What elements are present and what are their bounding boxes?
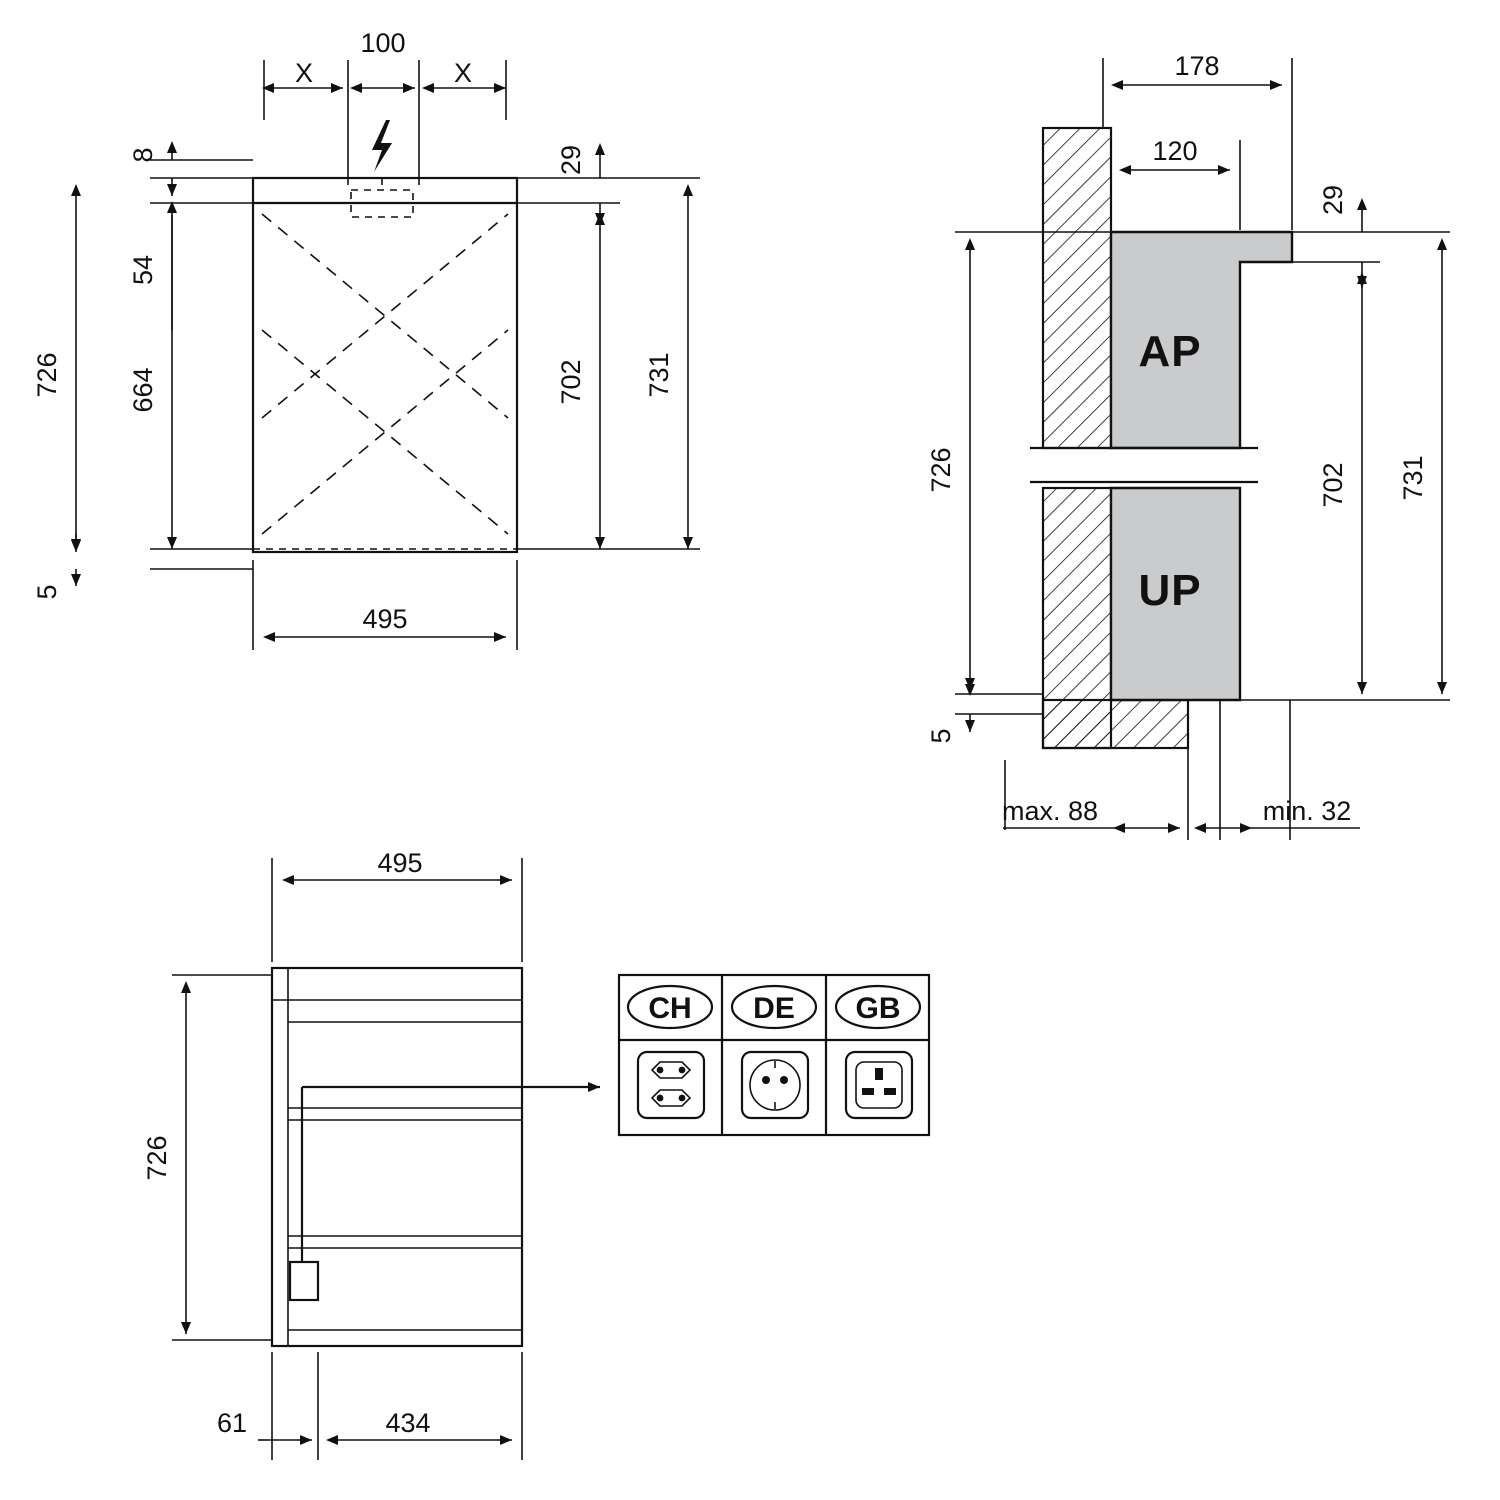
side-section-view (926, 51, 1450, 840)
schuko-socket-icon (742, 1052, 808, 1118)
uk-socket-icon (846, 1052, 912, 1118)
dim-702b-label: 702 (1318, 462, 1348, 508)
dim-54-label: 54 (128, 254, 158, 286)
dim-x-right-label: X (453, 58, 473, 88)
dim-178-label: 178 (1174, 51, 1220, 81)
socket-cell-de (732, 986, 816, 1118)
dim-434-label: 434 (385, 1408, 431, 1438)
de-code-label: DE (753, 992, 795, 1025)
dim-726c-label: 726 (142, 1135, 172, 1181)
dim-726b-label: 726 (926, 447, 956, 493)
wall-upper (1043, 128, 1111, 448)
dim-731b-label: 731 (1398, 455, 1428, 501)
floor-hatch (1043, 700, 1188, 748)
dim-702-label: 702 (556, 359, 586, 405)
dim-29-label: 29 (556, 144, 586, 176)
dim-29b-label: 29 (1318, 184, 1348, 216)
socket-type-table (619, 975, 929, 1135)
socket-cell-ch (628, 986, 712, 1118)
dim-495b-label: 495 (377, 848, 423, 878)
front-elevation-view (32, 28, 700, 650)
dim-664-label: 664 (128, 367, 158, 413)
cabinet-outline (253, 178, 517, 552)
gb-code-label: GB (855, 992, 901, 1025)
ap-label: AP (1138, 327, 1202, 376)
interior-elevation-view (142, 848, 600, 1460)
socket-cell-gb (836, 986, 920, 1118)
dim-max88-label: max. 88 (1001, 796, 1099, 826)
swiss-socket-icon (638, 1052, 704, 1118)
dim-61-label: 61 (216, 1408, 248, 1438)
dim-min32-label: min. 32 (1262, 796, 1352, 826)
up-label: UP (1138, 566, 1202, 615)
socket-module (290, 1262, 318, 1300)
dim-731-label: 731 (644, 352, 674, 398)
dim-x-left-label: X (294, 58, 314, 88)
dim-5-label: 5 (32, 584, 62, 600)
dim-5b-label: 5 (926, 728, 956, 744)
dim-495-label: 495 (362, 604, 408, 634)
dim-726-label: 726 (32, 352, 62, 398)
dim-100-label: 100 (360, 28, 406, 58)
ch-code-label: CH (648, 992, 692, 1025)
dim-120-label: 120 (1152, 136, 1198, 166)
dim-8-label: 8 (128, 147, 158, 163)
electric-bolt-icon (372, 120, 392, 172)
